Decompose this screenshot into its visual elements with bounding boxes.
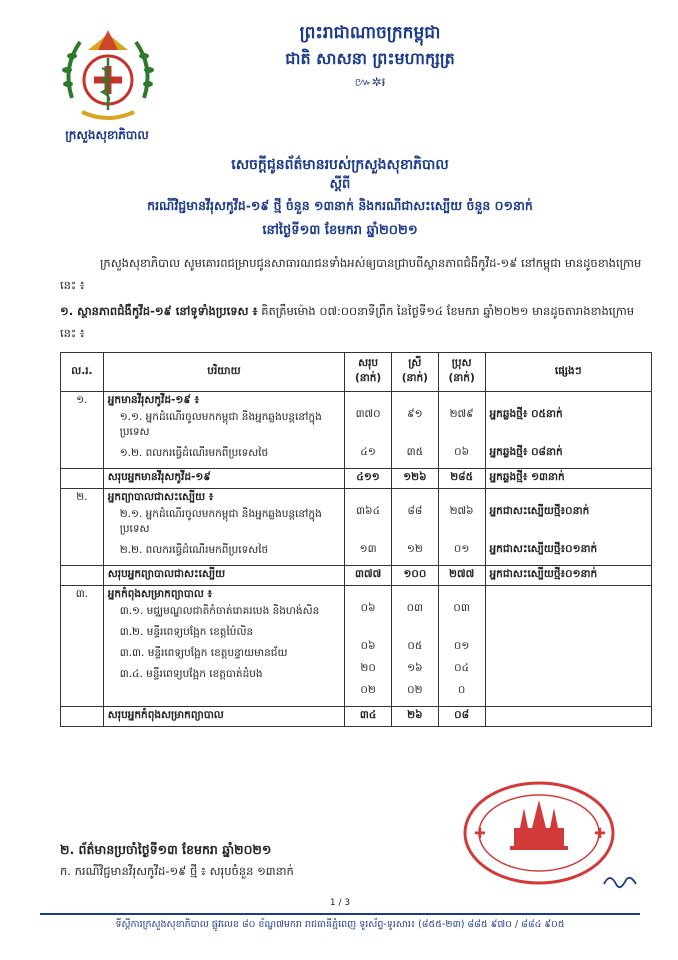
covid-stats-table [60, 352, 652, 727]
sum-female: ២៦ [391, 707, 438, 727]
row-desc: ១.២. ពលករធ្វើដំណើរមកពីប្រទេសថៃ [119, 447, 269, 459]
sum-desc: សរុបអ្នកកំពុងសម្រាកព្យាបាល [103, 707, 344, 727]
sum-male: ០៨ [438, 707, 485, 727]
group-col-female [391, 489, 438, 566]
sum-desc: សរុបអ្នកមានវីរុសកូវីដ-១៩ [103, 469, 344, 489]
col-header-total: សរុប (នាក់) [345, 353, 392, 392]
sum-total: ៣៤ [345, 707, 392, 727]
sum-other: អ្នកឆ្លងថ្មី៖ ១៣នាក់ [485, 469, 652, 489]
national-motto: ជាតិ សាសនា ព្រះមហាក្សត្រ [285, 49, 455, 68]
sum-other [485, 707, 652, 727]
col-header-desc: បរិយាយ [103, 353, 344, 392]
page-number: 1 / 3 [329, 898, 351, 908]
group-title: អ្នកកំពុងសម្រាកព្យាបាល ៖ [107, 588, 213, 600]
row-total: ៣៧០ [355, 408, 381, 420]
table-header-row [61, 353, 652, 392]
footer-divider [40, 913, 640, 915]
doc-title-line2: ស្ដីពី [329, 177, 351, 192]
section2-heading: ២. ព័ត៌មានប្រចាំថ្ងៃទី១៣ ខែមករា ឆ្នាំ២០២១ [60, 842, 272, 857]
row-male: ២៧៩ [449, 408, 474, 420]
table-group-row [61, 489, 652, 566]
doc-title-line4: នៅថ្ងៃទី១៣ ខែមករា ឆ្នាំ២០២១ [262, 223, 418, 238]
doc-title-line1: សេចក្ដីជូនព័ត៌មានរបស់ក្រសួងសុខាភិបាល [231, 157, 449, 173]
row-female: ១២ [406, 543, 423, 555]
row-male: ០ [457, 684, 466, 696]
col-header-male: ប្រុស (នាក់) [438, 353, 485, 392]
group-col-desc [103, 586, 344, 707]
sum-male: ២៧៧ [438, 566, 485, 586]
row-female: ៨៨ [407, 505, 423, 517]
ministry-logo [58, 28, 158, 132]
group-col-desc [103, 392, 344, 469]
sum-male: ២៨៥ [438, 469, 485, 489]
sum-blank [61, 469, 104, 489]
row-desc: ៣.១. មជ្ឈមណ្ឌលជាតិកំចាត់រោគរបេង និងហង់សិន [119, 605, 320, 617]
group-col-other [485, 586, 652, 707]
row-desc: ៣.២. មន្ទីរពេទ្យបង្អែក ខេត្តប៉ៃលិន [119, 626, 254, 638]
row-male: ០១ [453, 543, 470, 555]
intro-paragraph: ក្រសួងសុខាភិបាល សូមគោរពជម្រាបជូនសាធារណជនទាំងអស់ឲ្យបានជ្រាបពីស្ថានភាពជំងឺកូវីដ-១៩ នៅកម្ពុជា មានដូចខាងក្រោមនេះ ៖ [60, 256, 642, 292]
row-total: ៣៦៤ [356, 505, 380, 517]
row-desc: ២.១. អ្នកដំណើរចូលមកកម្ពុជា និងអ្នកឆ្លងបន្តនៅក្នុងប្រទេស [119, 508, 322, 535]
group-number: ១. [61, 392, 104, 469]
group-col-male [438, 392, 485, 469]
row-male: ០៤ [454, 662, 470, 674]
table-group-row [61, 586, 652, 707]
row-female: ៣៥ [406, 446, 424, 458]
col-header-no: ល.រ. [61, 353, 104, 392]
section2-subheading: ក. ករណីវិជ្ជមានវីរុសកូវីដ-១៩ ថ្មី ៖ សរុបចំនួន ១៣នាក់ [60, 864, 294, 878]
group-col-female [391, 392, 438, 469]
row-total: ១៣ [359, 543, 377, 555]
group-col-male [438, 586, 485, 707]
row-desc: ៣.៤. មន្ទីរពេទ្យបង្អែក ខេត្តបាត់ដំបង [119, 668, 263, 680]
table-group-row [61, 392, 652, 469]
row-female: ១៦ [407, 662, 423, 674]
row-total: ០២ [360, 684, 376, 696]
row-female: ០២ [407, 684, 423, 696]
group-number: ៣. [61, 586, 104, 707]
doc-title-line3: ករណីវិជ្ជមានវីរុសកូវីដ-១៩ ថ្មី ចំនួន ១៣នាក់ និងករណីជាសះស្បើយ ចំនួន ០១នាក់ [147, 198, 533, 213]
col-header-female: ស្រី (នាក់) [391, 353, 438, 392]
row-total: ០៦ [360, 640, 376, 652]
row-total: ២០ [360, 662, 376, 674]
row-other [490, 638, 648, 660]
signature-mark [600, 870, 640, 894]
official-seal-stamp [460, 778, 618, 888]
row-female: ០៣ [406, 602, 424, 614]
row-male: ០៣ [453, 602, 470, 614]
group-title: អ្នកព្យាបាលជាសះស្បើយ ៖ [107, 491, 214, 503]
row-other: អ្នកជាសះស្បើយថ្មី៖០នាក់ [489, 505, 590, 517]
row-female: ០៥ [407, 640, 423, 652]
row-desc: ២.២. ពលករធ្វើដំណើរមកពីប្រទេសថៃ [119, 544, 269, 556]
row-other [490, 660, 648, 682]
kingdom-title: ព្រះរាជាណាចក្រកម្ពុជា [299, 23, 441, 43]
group-col-other [485, 489, 652, 566]
sum-other: អ្នកជាសះស្បើយថ្មី៖០១នាក់ [485, 566, 652, 586]
row-other: អ្នកជាសះស្បើយថ្មី៖០១នាក់ [489, 543, 598, 555]
ministry-name: ក្រសួងសុខាភិបាល [65, 128, 149, 142]
table-body [61, 392, 652, 727]
table-sum-row [61, 707, 652, 727]
row-male: ០១ [453, 640, 470, 652]
sum-blank [61, 566, 104, 586]
sum-total: ៣៧៧ [345, 566, 392, 586]
sum-desc: សរុបអ្នកព្យាបាលជាសះស្បើយ [103, 566, 344, 586]
svg-text:✚: ✚ [594, 826, 606, 842]
row-male: ២៧៦ [449, 505, 474, 517]
ornament: ៚✲៛ [354, 75, 386, 89]
table-sum-row [61, 566, 652, 586]
row-desc: ១.១. អ្នកដំណើរចូលមកកម្ពុជា និងអ្នកឆ្លងបន្តនៅក្នុងប្រទេស [119, 411, 322, 438]
row-other [490, 682, 648, 704]
group-col-total [345, 489, 392, 566]
row-desc: ៣.៣. មន្ទីរពេទ្យបង្អែក ខេត្តបន្ទាយមានជ័យ [119, 647, 288, 659]
group-title: អ្នកមានវីរុសកូវីដ-១៩ ៖ [107, 394, 200, 406]
footer-address: ទីស្ដីការក្រសួងសុខាភិបាល ផ្លូវលេខ ៨០ ខ័ណ្ឌ៧មករា រាជធានីភ្នំពេញ ទូរស័ព្ទ-ទូរសារ៖ (៨៥៥-២៣) ៨៨៥ ៩៧០ / ៨៨៤ ៩០៥ [115, 919, 565, 930]
sum-female: ១០០ [391, 566, 438, 586]
col-header-other: ផ្សេងៗ [485, 353, 652, 392]
sum-blank [61, 707, 104, 727]
sum-total: ៤១១ [345, 469, 392, 489]
row-other: អ្នកឆ្លងថ្មី៖ ០៨នាក់ [489, 446, 563, 458]
group-col-desc [103, 489, 344, 566]
group-col-total [345, 586, 392, 707]
section1-paragraph [60, 300, 650, 344]
row-total: ៤១ [360, 446, 376, 458]
group-col-male [438, 489, 485, 566]
row-male: ០៦ [454, 446, 470, 458]
svg-text:✚: ✚ [474, 826, 486, 842]
group-col-total [345, 392, 392, 469]
section1-text: គិតត្រឹមម៉ោង ០៧:០០នាទីព្រឹក នៃថ្ងៃទី១៤ ខែមករា ឆ្នាំ២០២១ មានដូចតារាងខាងក្រោមនេះ ៖ [60, 304, 635, 340]
group-col-other [485, 392, 652, 469]
row-total: ០៦ [360, 602, 376, 614]
sum-female: ១២៦ [391, 469, 438, 489]
table-sum-row [61, 469, 652, 489]
row-other [490, 600, 648, 638]
row-female: ៩១ [407, 408, 423, 420]
section1-heading: ១. ស្ថានភាពជំងឺកូវីដ-១៩ នៅទូទាំងប្រទេស ៖ [60, 304, 258, 318]
group-col-female [391, 586, 438, 707]
row-other: អ្នកឆ្លងថ្មី៖ ០៥នាក់ [489, 408, 563, 420]
group-number: ២. [61, 489, 104, 566]
